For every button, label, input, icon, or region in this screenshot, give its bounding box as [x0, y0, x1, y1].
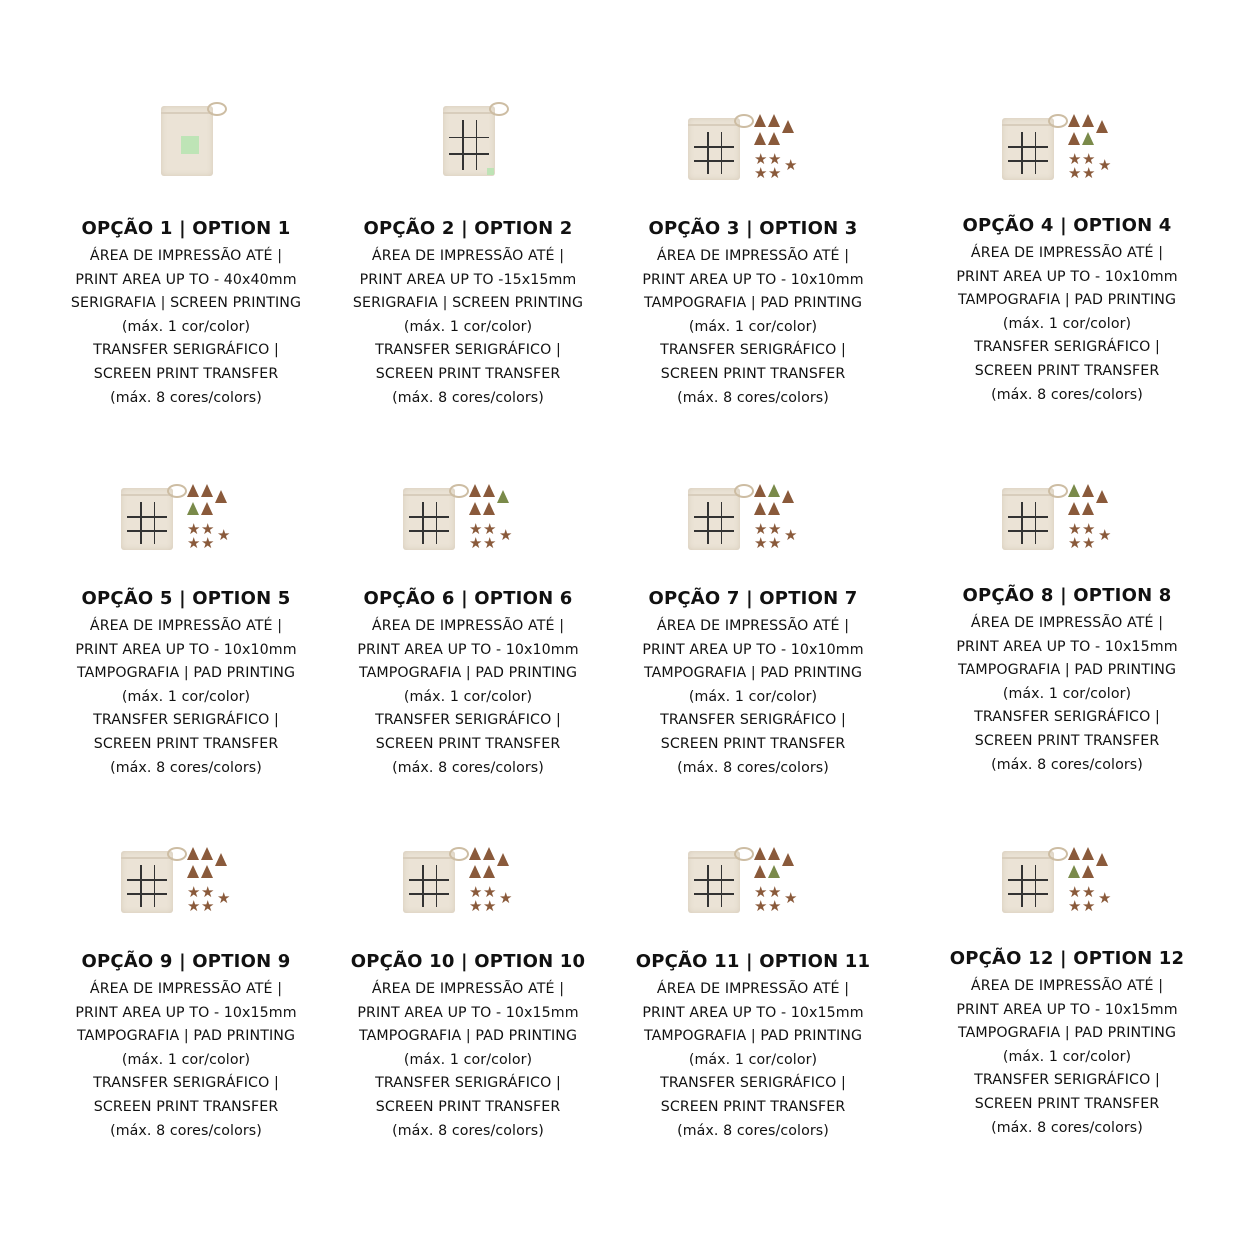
drawstring-tie	[449, 484, 469, 498]
option-detail-line: SCREEN PRINT TRANSFER	[660, 365, 846, 382]
option-detail-line: (máx. 8 cores/colors)	[392, 759, 544, 776]
drawstring-tie	[1048, 847, 1068, 861]
drawstring-bag	[121, 488, 173, 550]
drawstring-bag	[161, 106, 213, 176]
option-detail-line: TAMPOGRAFIA | PAD PRINTING	[76, 1028, 296, 1045]
option-detail-line: (máx. 1 cor/color)	[688, 1051, 818, 1068]
tree-piece	[1082, 847, 1094, 860]
option-card	[323, 470, 613, 780]
tree-piece	[782, 853, 794, 866]
option-detail-line: TAMPOGRAFIA | PAD PRINTING	[957, 662, 1177, 679]
option-detail-line: (máx. 1 cor/color)	[403, 1051, 533, 1068]
star-piece: ★	[469, 898, 483, 915]
option-detail-line: ÁREA DE IMPRESSÃO ATÉ |	[371, 981, 565, 997]
tic-tac-toe-grid	[127, 502, 167, 544]
option-detail-line: ÁREA DE IMPRESSÃO ATÉ |	[656, 618, 850, 634]
option-title: OPÇÃO 9 | OPTION 9	[81, 951, 291, 972]
star-piece: ★	[201, 898, 215, 915]
tree-piece	[754, 865, 766, 878]
option-detail-line: ÁREA DE IMPRESSÃO ATÉ |	[371, 618, 565, 634]
option-detail-line: ÁREA DE IMPRESSÃO ATÉ |	[371, 248, 565, 264]
option-detail-line: SCREEN PRINT TRANSFER	[974, 1095, 1160, 1112]
cork-pieces	[187, 847, 237, 917]
cork-pieces	[1068, 114, 1118, 184]
drawstring-tie	[734, 114, 754, 128]
tic-tac-toe-grid	[1008, 502, 1048, 544]
product-thumbnail	[41, 100, 331, 200]
tree-piece	[215, 853, 227, 866]
option-card	[41, 833, 331, 1143]
drawstring-tie	[167, 847, 187, 861]
option-detail-line: SCREEN PRINT TRANSFER	[93, 365, 279, 382]
star-piece: ★	[483, 898, 497, 915]
drawstring-tie	[734, 847, 754, 861]
option-detail-line: PRINT AREA UP TO - 10x10mm	[75, 641, 297, 658]
tic-tac-toe-grid	[1008, 865, 1048, 907]
option-detail-line: PRINT AREA UP TO - 10x10mm	[642, 271, 864, 288]
option-detail-line: (máx. 8 cores/colors)	[991, 386, 1143, 403]
option-detail-line: PRINT AREA UP TO - 10x15mm	[956, 638, 1178, 655]
star-piece: ★	[187, 535, 201, 552]
cork-pieces	[187, 484, 237, 554]
option-card	[323, 100, 613, 410]
tree-piece	[1068, 865, 1080, 878]
option-detail-line: (máx. 8 cores/colors)	[991, 1119, 1143, 1136]
drawstring-bag	[403, 851, 455, 913]
option-detail-line: PRINT AREA UP TO - 10x15mm	[956, 1001, 1178, 1018]
option-detail-line: (máx. 1 cor/color)	[403, 688, 533, 705]
option-detail-line: SCREEN PRINT TRANSFER	[974, 362, 1160, 379]
option-detail-line: (máx. 1 cor/color)	[121, 1051, 251, 1068]
product-thumbnail	[608, 833, 898, 933]
tree-piece	[201, 484, 213, 497]
star-piece: ★	[187, 521, 201, 538]
option-detail-line: (máx. 8 cores/colors)	[677, 389, 829, 406]
option-detail-line: TRANSFER SERIGRÁFICO |	[375, 712, 561, 729]
option-detail-line: PRINT AREA UP TO - 10x10mm	[642, 641, 864, 658]
option-detail-line: TAMPOGRAFIA | PAD PRINTING	[643, 1028, 863, 1045]
option-detail-line: SERIGRAFIA | SCREEN PRINTING	[352, 295, 584, 312]
tree-piece	[187, 865, 199, 878]
print-area-marker	[181, 136, 199, 154]
star-piece: ★	[1068, 521, 1082, 538]
star-piece: ★	[201, 884, 215, 901]
tic-tac-toe-grid	[409, 502, 449, 544]
option-detail-line: TRANSFER SERIGRÁFICO |	[974, 339, 1160, 356]
option-detail-line: SERIGRAFIA | SCREEN PRINTING	[70, 295, 302, 312]
star-piece: ★	[187, 898, 201, 915]
option-detail-line: (máx. 8 cores/colors)	[991, 756, 1143, 773]
tree-piece	[1082, 132, 1094, 145]
tree-piece	[768, 484, 780, 497]
tree-piece	[215, 490, 227, 503]
tree-piece	[469, 865, 481, 878]
option-detail-line: SCREEN PRINT TRANSFER	[974, 732, 1160, 749]
star-piece: ★	[1068, 151, 1082, 168]
option-title: OPÇÃO 10 | OPTION 10	[350, 951, 586, 972]
option-title: OPÇÃO 7 | OPTION 7	[648, 588, 858, 609]
star-piece: ★	[1098, 157, 1112, 174]
tree-piece	[497, 853, 509, 866]
tree-piece	[768, 114, 780, 127]
tree-piece	[497, 490, 509, 503]
product-thumbnail	[41, 470, 331, 570]
drawstring-bag	[688, 118, 740, 180]
product-thumbnail	[608, 470, 898, 570]
star-piece: ★	[469, 535, 483, 552]
star-piece: ★	[768, 521, 782, 538]
option-card	[608, 100, 898, 410]
tree-piece	[754, 132, 766, 145]
cork-pieces	[1068, 484, 1118, 554]
option-detail-line: ÁREA DE IMPRESSÃO ATÉ |	[89, 618, 283, 634]
tree-piece	[782, 120, 794, 133]
star-piece: ★	[187, 884, 201, 901]
drawstring-bag	[403, 488, 455, 550]
tree-piece	[1068, 502, 1080, 515]
star-piece: ★	[1082, 898, 1096, 915]
product-thumbnail	[323, 833, 613, 933]
option-title: OPÇÃO 8 | OPTION 8	[962, 585, 1172, 606]
option-detail-line: (máx. 8 cores/colors)	[110, 759, 262, 776]
option-detail-line: ÁREA DE IMPRESSÃO ATÉ |	[970, 615, 1164, 631]
tree-piece	[1082, 484, 1094, 497]
product-thumbnail	[323, 100, 613, 200]
option-detail-line: (máx. 1 cor/color)	[1002, 315, 1132, 332]
star-piece: ★	[784, 527, 798, 544]
option-card	[608, 470, 898, 780]
cork-pieces	[1068, 847, 1118, 917]
tree-piece	[483, 847, 495, 860]
tree-piece	[469, 484, 481, 497]
drawstring-tie	[734, 484, 754, 498]
drawstring-tie	[207, 102, 227, 116]
star-piece: ★	[754, 884, 768, 901]
tree-piece	[768, 132, 780, 145]
option-detail-line: TAMPOGRAFIA | PAD PRINTING	[643, 665, 863, 682]
tic-tac-toe-grid	[694, 502, 734, 544]
star-piece: ★	[1082, 165, 1096, 182]
tree-piece	[782, 490, 794, 503]
tree-piece	[1068, 484, 1080, 497]
option-detail-line: ÁREA DE IMPRESSÃO ATÉ |	[89, 248, 283, 264]
product-thumbnail	[922, 833, 1212, 933]
tree-piece	[469, 847, 481, 860]
option-detail-line: TRANSFER SERIGRÁFICO |	[375, 1075, 561, 1092]
tic-tac-toe-grid	[1008, 132, 1048, 174]
tree-piece	[187, 502, 199, 515]
drawstring-bag	[443, 106, 495, 176]
star-piece: ★	[1082, 151, 1096, 168]
cork-pieces	[469, 484, 519, 554]
product-thumbnail	[922, 100, 1212, 200]
drawstring-tie	[167, 484, 187, 498]
option-card	[922, 833, 1212, 1140]
option-detail-line: TAMPOGRAFIA | PAD PRINTING	[957, 1025, 1177, 1042]
star-piece: ★	[754, 521, 768, 538]
option-detail-line: TAMPOGRAFIA | PAD PRINTING	[643, 295, 863, 312]
star-piece: ★	[1082, 521, 1096, 538]
tree-piece	[1082, 114, 1094, 127]
option-detail-line: PRINT AREA UP TO - 10x15mm	[642, 1004, 864, 1021]
tree-piece	[201, 502, 213, 515]
tree-piece	[1096, 120, 1108, 133]
drawstring-tie	[489, 102, 509, 116]
drawstring-bag	[688, 488, 740, 550]
option-detail-line: ÁREA DE IMPRESSÃO ATÉ |	[656, 981, 850, 997]
tic-tac-toe-grid	[127, 865, 167, 907]
option-detail-line: SCREEN PRINT TRANSFER	[93, 735, 279, 752]
star-piece: ★	[1068, 884, 1082, 901]
option-detail-line: (máx. 1 cor/color)	[1002, 685, 1132, 702]
star-piece: ★	[201, 535, 215, 552]
drawstring-tie	[1048, 484, 1068, 498]
star-piece: ★	[1068, 535, 1082, 552]
tic-tac-toe-grid	[694, 865, 734, 907]
option-detail-line: ÁREA DE IMPRESSÃO ATÉ |	[656, 248, 850, 264]
option-detail-line: ÁREA DE IMPRESSÃO ATÉ |	[970, 245, 1164, 261]
tree-piece	[187, 847, 199, 860]
star-piece: ★	[1068, 898, 1082, 915]
star-piece: ★	[499, 527, 513, 544]
tree-piece	[768, 865, 780, 878]
option-detail-line: SCREEN PRINT TRANSFER	[660, 735, 846, 752]
option-detail-line: TRANSFER SERIGRÁFICO |	[93, 712, 279, 729]
star-piece: ★	[1068, 165, 1082, 182]
option-detail-line: (máx. 1 cor/color)	[688, 318, 818, 335]
option-detail-line: TRANSFER SERIGRÁFICO |	[974, 1072, 1160, 1089]
star-piece: ★	[768, 535, 782, 552]
star-piece: ★	[768, 151, 782, 168]
option-card	[922, 470, 1212, 777]
product-thumbnail	[323, 470, 613, 570]
option-detail-line: SCREEN PRINT TRANSFER	[375, 1098, 561, 1115]
option-detail-line: PRINT AREA UP TO -15x15mm	[359, 271, 577, 288]
tree-piece	[483, 865, 495, 878]
option-detail-line: (máx. 1 cor/color)	[121, 688, 251, 705]
star-piece: ★	[483, 884, 497, 901]
drawstring-bag	[1002, 118, 1054, 180]
star-piece: ★	[784, 890, 798, 907]
option-detail-line: (máx. 8 cores/colors)	[110, 1122, 262, 1139]
option-card	[608, 833, 898, 1143]
star-piece: ★	[1098, 890, 1112, 907]
product-thumbnail	[41, 833, 331, 933]
option-card	[922, 100, 1212, 407]
option-detail-line: TAMPOGRAFIA | PAD PRINTING	[358, 1028, 578, 1045]
star-piece: ★	[499, 890, 513, 907]
cork-pieces	[754, 847, 804, 917]
option-detail-line: (máx. 1 cor/color)	[121, 318, 251, 335]
option-card	[323, 833, 613, 1143]
option-detail-line: PRINT AREA UP TO - 40x40mm	[75, 271, 297, 288]
option-title: OPÇÃO 1 | OPTION 1	[81, 218, 291, 239]
option-detail-line: (máx. 8 cores/colors)	[677, 759, 829, 776]
tree-piece	[483, 502, 495, 515]
option-detail-line: ÁREA DE IMPRESSÃO ATÉ |	[970, 978, 1164, 994]
drawstring-tie	[449, 847, 469, 861]
tree-piece	[1068, 114, 1080, 127]
star-piece: ★	[754, 165, 768, 182]
option-detail-line: SCREEN PRINT TRANSFER	[660, 1098, 846, 1115]
star-piece: ★	[768, 165, 782, 182]
tree-piece	[754, 502, 766, 515]
star-piece: ★	[768, 898, 782, 915]
tree-piece	[1082, 865, 1094, 878]
tree-piece	[768, 847, 780, 860]
option-detail-line: (máx. 1 cor/color)	[1002, 1048, 1132, 1065]
product-thumbnail	[922, 470, 1212, 570]
option-detail-line: (máx. 8 cores/colors)	[392, 389, 544, 406]
tree-piece	[768, 502, 780, 515]
option-title: OPÇÃO 6 | OPTION 6	[363, 588, 573, 609]
option-detail-line: SCREEN PRINT TRANSFER	[93, 1098, 279, 1115]
option-title: OPÇÃO 3 | OPTION 3	[648, 218, 858, 239]
option-title: OPÇÃO 4 | OPTION 4	[962, 215, 1172, 236]
star-piece: ★	[768, 884, 782, 901]
option-detail-line: SCREEN PRINT TRANSFER	[375, 735, 561, 752]
option-detail-line: ÁREA DE IMPRESSÃO ATÉ |	[89, 981, 283, 997]
option-detail-line: TRANSFER SERIGRÁFICO |	[375, 342, 561, 359]
star-piece: ★	[754, 535, 768, 552]
print-area-marker	[487, 168, 494, 175]
option-card	[41, 100, 331, 410]
tree-piece	[201, 865, 213, 878]
option-detail-line: TAMPOGRAFIA | PAD PRINTING	[957, 292, 1177, 309]
option-detail-line: TRANSFER SERIGRÁFICO |	[93, 342, 279, 359]
star-piece: ★	[201, 521, 215, 538]
tree-piece	[1068, 132, 1080, 145]
option-detail-line: PRINT AREA UP TO - 10x10mm	[357, 641, 579, 658]
drawstring-bag	[1002, 488, 1054, 550]
star-piece: ★	[754, 898, 768, 915]
option-detail-line: TAMPOGRAFIA | PAD PRINTING	[76, 665, 296, 682]
drawstring-bag	[121, 851, 173, 913]
tree-piece	[754, 484, 766, 497]
tree-piece	[1096, 490, 1108, 503]
tree-piece	[469, 502, 481, 515]
star-piece: ★	[784, 157, 798, 174]
tree-piece	[483, 484, 495, 497]
option-title: OPÇÃO 11 | OPTION 11	[635, 951, 871, 972]
tic-tac-toe-grid	[409, 865, 449, 907]
tree-piece	[187, 484, 199, 497]
star-piece: ★	[217, 890, 231, 907]
cork-pieces	[754, 114, 804, 184]
cork-pieces	[469, 847, 519, 917]
option-title: OPÇÃO 12 | OPTION 12	[949, 948, 1185, 969]
option-detail-line: TRANSFER SERIGRÁFICO |	[660, 342, 846, 359]
cork-pieces	[754, 484, 804, 554]
option-detail-line: TRANSFER SERIGRÁFICO |	[660, 712, 846, 729]
star-piece: ★	[1082, 884, 1096, 901]
drawstring-bag	[688, 851, 740, 913]
star-piece: ★	[754, 151, 768, 168]
tree-piece	[754, 847, 766, 860]
option-detail-line: (máx. 8 cores/colors)	[392, 1122, 544, 1139]
option-detail-line: PRINT AREA UP TO - 10x15mm	[357, 1004, 579, 1021]
option-detail-line: (máx. 8 cores/colors)	[677, 1122, 829, 1139]
option-detail-line: PRINT AREA UP TO - 10x15mm	[75, 1004, 297, 1021]
option-detail-line: PRINT AREA UP TO - 10x10mm	[956, 268, 1178, 285]
option-detail-line: TRANSFER SERIGRÁFICO |	[93, 1075, 279, 1092]
option-detail-line: (máx. 8 cores/colors)	[110, 389, 262, 406]
star-piece: ★	[469, 884, 483, 901]
tree-piece	[754, 114, 766, 127]
option-detail-line: (máx. 1 cor/color)	[688, 688, 818, 705]
star-piece: ★	[469, 521, 483, 538]
star-piece: ★	[217, 527, 231, 544]
star-piece: ★	[1082, 535, 1096, 552]
option-title: OPÇÃO 2 | OPTION 2	[363, 218, 573, 239]
tree-piece	[1082, 502, 1094, 515]
tree-piece	[201, 847, 213, 860]
tree-piece	[1068, 847, 1080, 860]
option-detail-line: TRANSFER SERIGRÁFICO |	[974, 709, 1160, 726]
star-piece: ★	[483, 535, 497, 552]
drawstring-tie	[1048, 114, 1068, 128]
option-card	[41, 470, 331, 780]
option-title: OPÇÃO 5 | OPTION 5	[81, 588, 291, 609]
option-detail-line: TRANSFER SERIGRÁFICO |	[660, 1075, 846, 1092]
tic-tac-toe-grid	[449, 120, 489, 170]
option-detail-line: SCREEN PRINT TRANSFER	[375, 365, 561, 382]
product-thumbnail	[608, 100, 898, 200]
drawstring-bag	[1002, 851, 1054, 913]
tree-piece	[1096, 853, 1108, 866]
tic-tac-toe-grid	[694, 132, 734, 174]
star-piece: ★	[1098, 527, 1112, 544]
option-detail-line: TAMPOGRAFIA | PAD PRINTING	[358, 665, 578, 682]
star-piece: ★	[483, 521, 497, 538]
option-detail-line: (máx. 1 cor/color)	[403, 318, 533, 335]
